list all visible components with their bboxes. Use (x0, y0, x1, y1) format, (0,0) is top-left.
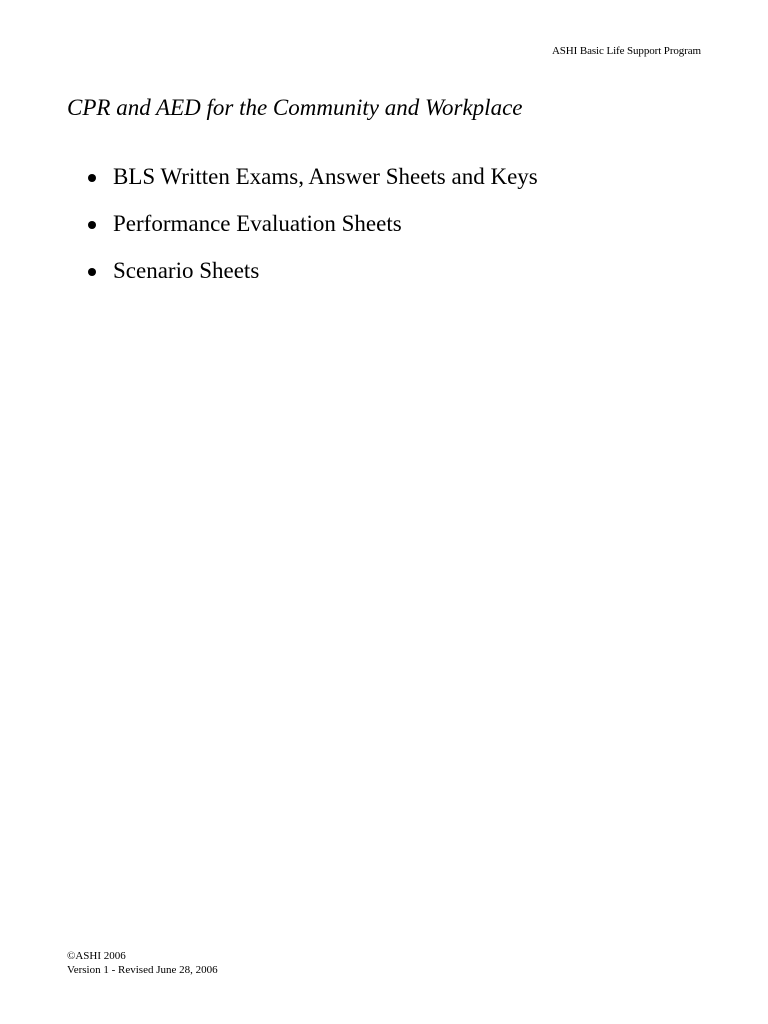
copyright-notice: ©ASHI 2006 (67, 950, 126, 962)
bullet-icon (88, 268, 96, 276)
list-item-label: BLS Written Exams, Answer Sheets and Keys (113, 163, 538, 189)
list-item (88, 247, 538, 294)
bullet-icon (88, 221, 96, 229)
list-item-label: Scenario Sheets (113, 257, 260, 283)
version-note: Version 1 - Revised June 28, 2006 (67, 964, 218, 976)
bullet-icon (88, 174, 96, 182)
page-title: CPR and AED for the Community and Workplace (67, 95, 523, 120)
contents-list (88, 153, 538, 294)
running-header: ASHI Basic Life Support Program (551, 45, 701, 57)
page-footer (67, 949, 218, 977)
list-item (88, 153, 538, 200)
list-item-label: Performance Evaluation Sheets (113, 210, 402, 236)
list-item (88, 200, 538, 247)
